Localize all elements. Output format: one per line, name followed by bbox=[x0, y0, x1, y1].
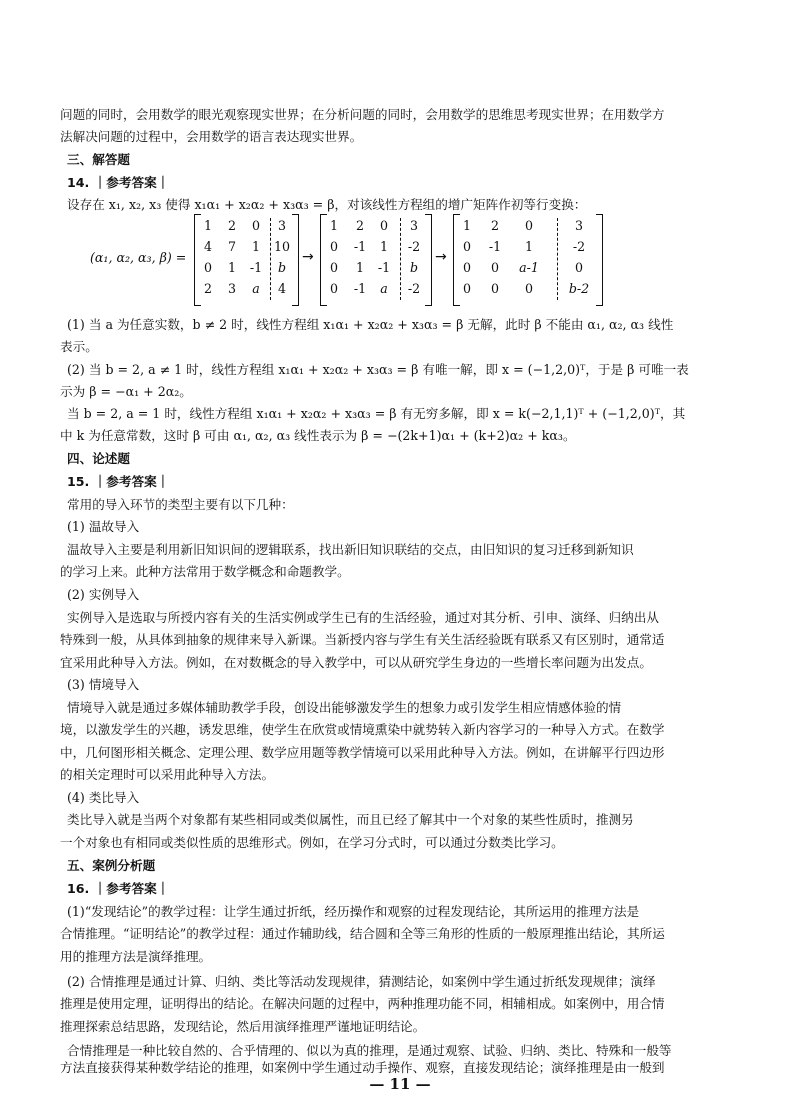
text-line: 方法直接获得某种数学结论的推理，如案例中学生通过动手操作、观察，直接发现结论；演绎推理是由一般到 bbox=[60, 1060, 665, 1075]
matrix-cell: 3 bbox=[227, 281, 236, 296]
list-item-title: (3) 情境导入 bbox=[67, 677, 140, 692]
matrix-cell: -1 bbox=[353, 239, 367, 254]
text-line: 类比导入就是当两个对象都有某些相同或类似属性，而且已经了解其中一个对象的某些性质时，推测另 bbox=[67, 812, 634, 827]
matrix-cell: a bbox=[252, 281, 260, 296]
matrix-cell: 1 bbox=[379, 239, 388, 254]
text-line: 境，以激发学生的兴趣，诱发思维，使学生在欣赏或情境熏染中就势转入新内容学习的一种导入方式。在数学 bbox=[60, 722, 665, 737]
text-line: 实例导入是选取与所授内容有关的生活实例或学生已有的生活经验，通过对其分析、引申、演绎、归纳出从 bbox=[67, 610, 659, 625]
text-line: 当 b = 2, a = 1 时，线性方程组 x₁α₁ + x₂α₂ + x₃α₃ = β 有无穷多解，即 x = k(−2,1,1)ᵀ + (−1,2,0)ᵀ，其 bbox=[67, 406, 686, 421]
text-line: 的学习上来。此种方法常用于数学概念和命题教学。 bbox=[60, 564, 350, 579]
question-heading: 14. ｜参考答案｜ bbox=[67, 175, 170, 190]
text-line: 情境导入就是通过多媒体辅助教学手段，创设出能够激发学生的想象力或引发学生相应情感体验的情 bbox=[67, 700, 622, 715]
page-body bbox=[60, 0, 735, 1060]
text-line: 推理探索总结思路，发现结论，然后用演绎推理严谨地证明结论。 bbox=[60, 1019, 426, 1034]
matrix-cell: b bbox=[277, 260, 287, 275]
matrix-cell: 10 bbox=[273, 239, 291, 254]
text-line: 用的推理方法是演绎推理。 bbox=[60, 949, 212, 964]
matrix-cell: 7 bbox=[227, 239, 236, 254]
matrix-cell: -2 bbox=[572, 239, 586, 254]
text-line: 合情推理。“证明结论”的教学过程：通过作辅助线，结合圆和全等三角形的性质的一般原理推出结论，其所运 bbox=[60, 926, 665, 941]
matrix-equation bbox=[67, 214, 735, 308]
matrix-cell: 0 bbox=[524, 218, 533, 233]
matrix-cell: 0 bbox=[329, 260, 338, 275]
matrix-2 bbox=[320, 214, 432, 304]
matrix-3 bbox=[453, 214, 603, 304]
arrow-icon: → bbox=[302, 249, 314, 265]
matrix-cell: 0 bbox=[203, 260, 212, 275]
list-item-title: (1) 温故导入 bbox=[67, 519, 140, 534]
list-item-title: (4) 类比导入 bbox=[67, 790, 140, 805]
matrix-cell: 2 bbox=[490, 218, 499, 233]
matrix-cell: 2 bbox=[203, 281, 212, 296]
matrix-cell: 0 bbox=[490, 281, 499, 296]
text-line: (2) 合情推理是通过计算、归纳、类比等活动发现规律，猜测结论，如案例中学生通过折纸发现规律；演绎 bbox=[67, 974, 656, 989]
question-heading: 16. ｜参考答案｜ bbox=[67, 881, 170, 896]
text-line: 示为 β = −α₁ + 2α₂。 bbox=[60, 384, 192, 399]
matrix-cell: 0 bbox=[462, 239, 471, 254]
matrix-cell: 1 bbox=[251, 239, 260, 254]
text-line: 宜采用此种导入方法。例如，在对数概念的导入教学中，可以从研究学生身边的一些增长率问题为出发点。 bbox=[60, 655, 652, 670]
matrix-cell: 0 bbox=[490, 260, 499, 275]
matrix-cell: 0 bbox=[329, 281, 338, 296]
matrix-cell: 1 bbox=[227, 260, 236, 275]
matrix-cell: 2 bbox=[227, 218, 236, 233]
question-heading: 15. ｜参考答案｜ bbox=[67, 474, 170, 489]
section-heading: 三、解答题 bbox=[67, 152, 130, 167]
text-line: (1)“发现结论”的教学过程：让学生通过折纸，经历操作和观察的过程发现结论，其所运用的推理方法是 bbox=[67, 904, 640, 919]
matrix-cell: 3 bbox=[277, 218, 286, 233]
section-heading: 五、案例分析题 bbox=[67, 858, 156, 873]
matrix-cell: 0 bbox=[251, 218, 260, 233]
text-line: 推理是使用定理，证明得出的结论。在解决问题的过程中，两种推理功能不同，相辅相成。如案例中，用合情 bbox=[60, 996, 665, 1011]
matrix-cell: 1 bbox=[203, 218, 212, 233]
matrix-cell: 3 bbox=[574, 218, 583, 233]
text-line: 温故导入主要是利用新旧知识间的逻辑联系，找出新旧知识联结的交点，由旧知识的复习迁移到新知识 bbox=[67, 542, 634, 557]
matrix-cell: 0 bbox=[462, 260, 471, 275]
arrow-icon: → bbox=[435, 249, 447, 265]
matrix-cell: 0 bbox=[462, 281, 471, 296]
text-line: (1) 当 a 为任意实数，b ≠ 2 时，线性方程组 x₁α₁ + x₂α₂ + x₃α₃ = β 无解，此时 β 不能由 α₁, α₂, α₃ 线性 bbox=[67, 317, 674, 332]
text-line: 中 k 为任意常数，这时 β 可由 α₁, α₂, α₃ 线性表示为 β = −(2k+1)α₁ + (k+2)α₂ + kα₃。 bbox=[60, 428, 576, 443]
text-line: 常用的导入环节的类型主要有以下几种： bbox=[67, 497, 294, 512]
page-number: — 11 — bbox=[369, 1075, 431, 1093]
section-heading: 四、论述题 bbox=[67, 451, 130, 466]
matrix-cell: a-1 bbox=[519, 260, 539, 275]
matrix-cell: -1 bbox=[488, 239, 502, 254]
text-line: 表示。 bbox=[60, 339, 98, 354]
matrix-cell: -1 bbox=[377, 260, 391, 275]
matrix-1 bbox=[194, 214, 299, 304]
matrix-cell: -1 bbox=[353, 281, 367, 296]
matrix-cell: 1 bbox=[462, 218, 471, 233]
matrix-cell: 0 bbox=[379, 218, 388, 233]
text-line: (2) 当 b = 2, a ≠ 1 时，线性方程组 x₁α₁ + x₂α₂ + x₃α₃ = β 有唯一解，即 x = (−1,2,0)ᵀ，于是 β 可唯一表 bbox=[67, 362, 689, 377]
text-line: 合情推理是一种比较自然的、合乎情理的、似以为真的推理，是通过观察、试验、归纳、类比、特殊和一般等 bbox=[67, 1043, 672, 1058]
matrix-cell: b-2 bbox=[568, 281, 590, 296]
matrix-cell: 4 bbox=[203, 239, 212, 254]
list-item-title: (2) 实例导入 bbox=[67, 587, 140, 602]
text-line: 的相关定理时可以采用此种导入方法。 bbox=[60, 767, 275, 782]
text-line: 问题的同时，会用数学的眼光观察现实世界；在分析问题的同时，会用数学的思维思考现实世界；在用数学方 bbox=[60, 107, 665, 122]
matrix-cell: 0 bbox=[574, 260, 583, 275]
matrix-cell: -1 bbox=[249, 260, 263, 275]
matrix-cell: 1 bbox=[355, 260, 364, 275]
text-line: 特殊到一般，从具体到抽象的规律来导入新课。当新授内容与学生有关生活经验既有联系又有区别时，通常适 bbox=[60, 632, 665, 647]
matrix-cell: 4 bbox=[277, 281, 286, 296]
text-line: 中，几何图形相关概念、定理公理、数学应用题等教学情境可以采用此种导入方法。例如，在讲解平行四边形 bbox=[60, 745, 665, 760]
matrix-lhs: (α₁, α₂, α₃, β) = bbox=[90, 250, 187, 265]
matrix-cell: b bbox=[409, 260, 419, 275]
matrix-cell: a bbox=[380, 281, 388, 296]
matrix-cell: 1 bbox=[524, 239, 533, 254]
text-line: 一个对象也有相同或类似性质的思维形式。例如，在学习分式时，可以通过分数类比学习。 bbox=[60, 835, 564, 850]
matrix-cell: -2 bbox=[407, 239, 421, 254]
text-line: 法解决问题的过程中，会用数学的语言表达现实世界。 bbox=[60, 129, 363, 144]
matrix-cell: 0 bbox=[524, 281, 533, 296]
matrix-cell: -2 bbox=[407, 281, 421, 296]
matrix-cell: 1 bbox=[329, 218, 338, 233]
matrix-cell: 0 bbox=[329, 239, 338, 254]
matrix-cell: 3 bbox=[409, 218, 418, 233]
text-line: 设存在 x₁, x₂, x₃ 使得 x₁α₁ + x₂α₂ + x₃α₃ = β，对该线性方程组的增广矩阵作初等行变换： bbox=[67, 197, 587, 212]
matrix-cell: 2 bbox=[355, 218, 364, 233]
